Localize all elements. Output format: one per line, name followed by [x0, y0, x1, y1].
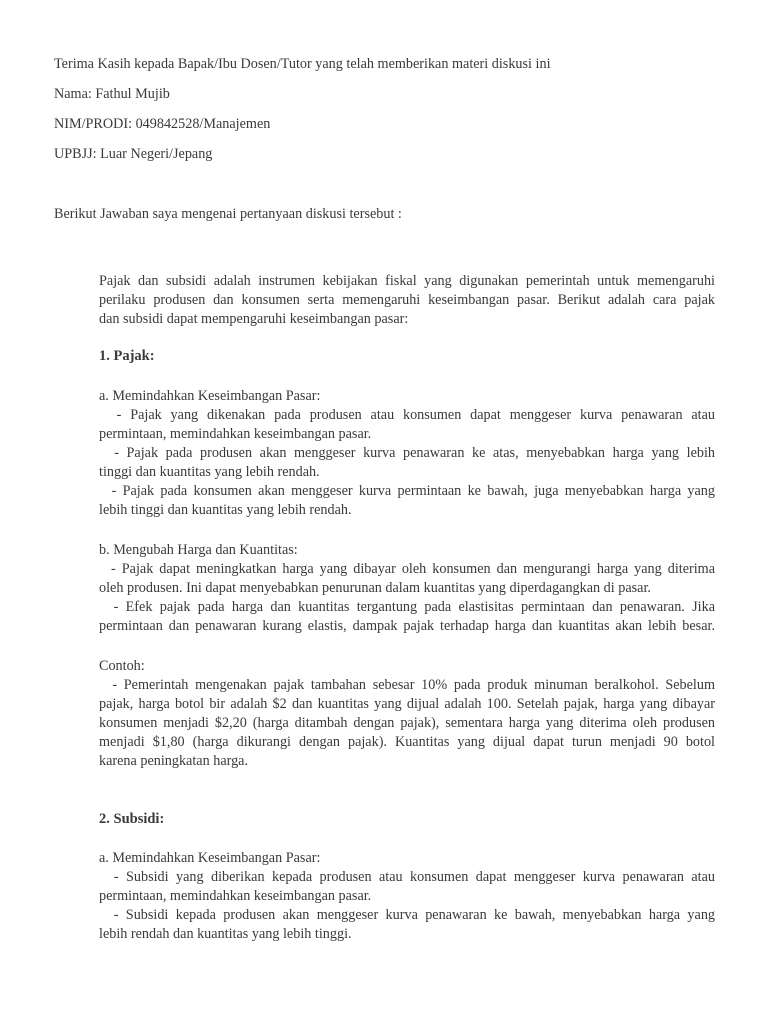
point-line: - Pajak pada produsen akan menggeser kurva penawaran ke atas, menyebabkan harga yang lebih	[114, 445, 715, 461]
student-nim-prodi: NIM/PRODI: 049842528/Manajemen	[54, 116, 271, 132]
point-line: tinggi dan kuantitas yang lebih rendah.	[99, 464, 320, 480]
opening-line: dan subsidi dapat mempengaruhi keseimbangan pasar:	[99, 311, 409, 327]
point-line: permintaan dan penawaran kurang elastis, dampak pajak terhadap harga dan kuantitas akan lebih besar.	[99, 618, 715, 634]
point-line: oleh produsen. Ini dapat menyebabkan penurunan dalam kuantitas yang diperdagangkan di pasar.	[99, 580, 651, 596]
section-title-subsidi: 2. Subsidi:	[99, 811, 165, 827]
point-line: lebih rendah dan kuantitas yang lebih tinggi.	[99, 926, 352, 942]
point-line: - Subsidi kepada produsen akan menggeser kurva penawaran ke bawah, menyebabkan harga yang	[113, 907, 716, 923]
point-line: permintaan, memindahkan keseimbangan pasar.	[99, 426, 372, 442]
example-line: konsumen menjadi $2,20 (harga ditambah dengan pajak), sementara harga yang diterima oleh produsen	[99, 715, 715, 731]
thanks-line: Terima Kasih kepada Bapak/Ibu Dosen/Tutor yang telah memberikan materi diskusi ini	[54, 56, 551, 72]
example-line: - Pemerintah mengenakan pajak tambahan sebesar 10% pada produk minuman beralkohol. Sebelum	[112, 677, 715, 693]
answer-intro: Berikut Jawaban saya mengenai pertanyaan diskusi tersebut :	[54, 206, 402, 222]
student-upbjj: UPBJJ: Luar Negeri/Jepang	[54, 146, 213, 162]
student-name: Nama: Fathul Mujib	[54, 86, 170, 102]
example-line: menjadi $1,80 (harga dikurangi dengan pajak). Kuantitas yang dijual dapat turun menjadi 90 botol	[99, 734, 715, 750]
subsidi-point-a	[99, 849, 715, 944]
point-heading: b. Mengubah Harga dan Kuantitas:	[99, 542, 298, 558]
point-line: lebih tinggi dan kuantitas yang lebih rendah.	[99, 502, 352, 518]
point-line: - Pajak dapat meningkatkan harga yang dibayar oleh konsumen dan mengurangi harga yang diterima	[111, 561, 716, 577]
example-line: pajak, harga botol bir adalah $2 dan kuantitas yang dijual adalah 100. Setelah pajak, harga yang dibayar	[99, 696, 715, 712]
pajak-example	[99, 657, 715, 771]
point-line: - Efek pajak pada harga dan kuantitas tergantung pada elastisitas permintaan dan penawaran. Jika	[113, 599, 716, 615]
point-line: permintaan, memindahkan keseimbangan pasar.	[99, 888, 372, 904]
example-line: karena peningkatan harga.	[99, 753, 249, 769]
point-line: - Pajak yang dikenakan pada produsen atau konsumen dapat menggeser kurva penawaran atau	[116, 407, 716, 423]
opening-line: Pajak dan subsidi adalah instrumen kebijakan fiskal yang digunakan pemerintah untuk memengaruhi	[99, 273, 715, 289]
point-heading: a. Memindahkan Keseimbangan Pasar:	[99, 388, 321, 404]
opening-line: perilaku produsen dan konsumen serta memengaruhi keseimbangan pasar. Berikut adalah cara pajak	[99, 292, 715, 308]
pajak-point-b	[99, 541, 715, 636]
pajak-point-a	[99, 387, 715, 520]
section-title-pajak: 1. Pajak:	[99, 348, 155, 364]
point-line: - Subsidi yang diberikan kepada produsen atau konsumen dapat menggeser kurva penawaran atau	[113, 869, 715, 885]
example-heading: Contoh:	[99, 658, 145, 674]
point-line: - Pajak pada konsumen akan menggeser kurva permintaan ke bawah, juga menyebabkan harga yang	[111, 483, 715, 499]
opening-paragraph	[99, 272, 715, 329]
point-heading: a. Memindahkan Keseimbangan Pasar:	[99, 850, 321, 866]
